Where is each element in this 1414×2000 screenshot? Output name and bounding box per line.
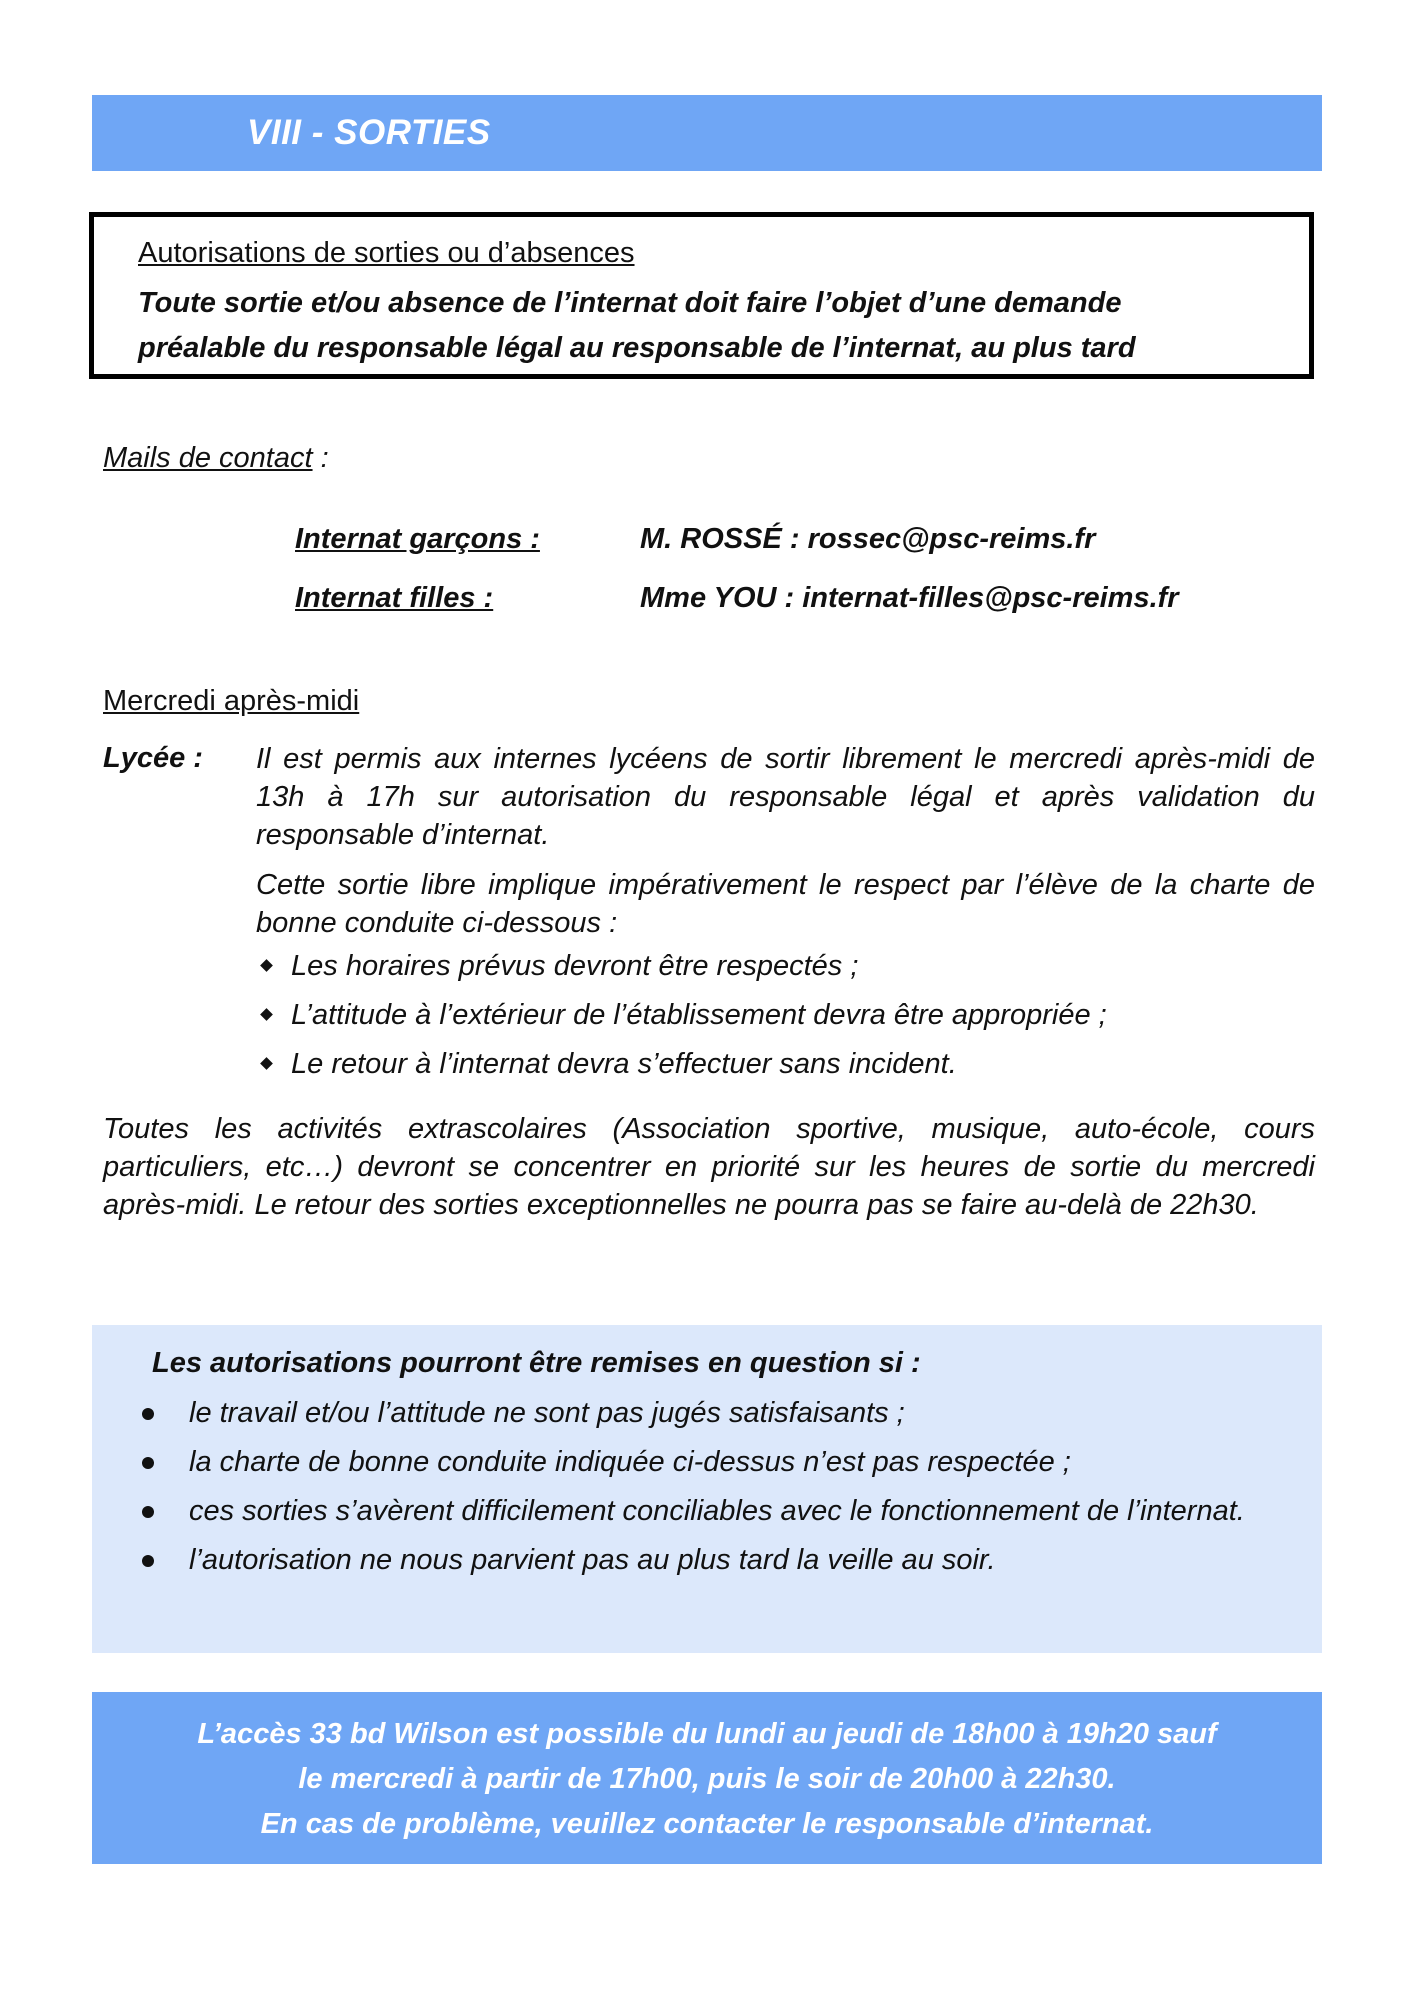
authorization-notice-box xyxy=(89,212,1314,379)
diamond-bullet-icon xyxy=(260,1008,273,1021)
diamond-bullet-icon xyxy=(260,959,273,972)
activities-paragraph: Toutes les activités extrascolaires (Association sportive, musique, auto-école, cours particuliers, etc…) devront se concentrer en priorité sur les heures de sortie du mercredi après-midi. Le retour des sorties exceptionnelles ne pourra pas se faire au-delà de 22h30. xyxy=(103,1113,1315,1221)
conduct-rule-item xyxy=(262,1048,1107,1097)
contact-label-boys: Internat garçons : xyxy=(295,523,540,555)
condition-text: la charte de bonne conduite indiquée ci-dessus n’est pas respectée ; xyxy=(189,1446,1071,1478)
conduct-rule-item xyxy=(262,950,1107,999)
notice-body-line-1: Toute sortie et/ou absence de l’internat doit faire l’objet d’une demande xyxy=(138,287,1122,319)
conduct-rule-item xyxy=(262,999,1107,1048)
access-info-box xyxy=(92,1692,1322,1864)
access-info-text xyxy=(92,1712,1322,1847)
contacts-heading-colon: : xyxy=(312,442,329,474)
condition-item xyxy=(142,1542,1262,1578)
condition-item xyxy=(142,1395,1262,1431)
contact-row-boys xyxy=(295,523,540,556)
contact-row-girls xyxy=(295,582,493,615)
bullet-dot-icon xyxy=(142,1457,154,1469)
access-line-3: En cas de problème, veuillez contacter le responsable d’internat. xyxy=(260,1808,1154,1840)
condition-text: ces sorties s’avèrent difficilement conciliables avec le fonctionnement de l’internat. xyxy=(189,1495,1245,1527)
conduct-rule-text: Les horaires prévus devront être respectés ; xyxy=(291,950,859,982)
contact-value-boys[interactable] xyxy=(640,523,1095,556)
section-header-bar xyxy=(92,95,1322,171)
contact-value-girls[interactable] xyxy=(640,582,1179,615)
contact-email-girls[interactable]: Mme YOU : internat-filles@psc-reims.fr xyxy=(640,582,1179,614)
access-line-1: L’accès 33 bd Wilson est possible du lundi au jeudi de 18h00 à 19h20 sauf xyxy=(197,1718,1217,1750)
contacts-heading xyxy=(103,442,329,475)
condition-text: le travail et/ou l’attitude ne sont pas jugés satisfaisants ; xyxy=(189,1397,905,1429)
wednesday-heading: Mercredi après-midi xyxy=(103,685,360,717)
bullet-dot-icon xyxy=(142,1408,154,1420)
condition-item xyxy=(142,1444,1262,1480)
contact-label-girls: Internat filles : xyxy=(295,582,494,614)
contact-email-boys[interactable]: M. ROSSÉ : rossec@psc-reims.fr xyxy=(640,523,1096,555)
lycee-paragraph-1: Il est permis aux internes lycéens de sortir librement le mercredi après-midi de 13h à 17h sur autorisation du responsable légal et après validation du responsable d’internat. xyxy=(256,743,1315,851)
bullet-dot-icon xyxy=(142,1555,154,1567)
access-line-2: le mercredi à partir de 17h00, puis le soir de 20h00 à 22h30. xyxy=(298,1763,1116,1795)
section-title: VIII - SORTIES xyxy=(247,113,491,152)
diamond-bullet-icon xyxy=(260,1057,273,1070)
condition-item xyxy=(142,1493,1262,1529)
notice-body xyxy=(138,281,1278,371)
conditions-title: Les autorisations pourront être remises en question si : xyxy=(152,1347,921,1379)
conditions-list xyxy=(142,1395,1262,1591)
lycee-label: Lycée : xyxy=(103,742,203,774)
contacts-heading-text: Mails de contact xyxy=(103,442,313,474)
conduct-rule-text: L’attitude à l’extérieur de l’établissement devra être appropriée ; xyxy=(291,999,1107,1031)
conduct-rule-text: Le retour à l’internat devra s’effectuer sans incident. xyxy=(291,1048,957,1080)
notice-title: Autorisations de sorties ou d’absences xyxy=(138,237,635,269)
conditions-box xyxy=(92,1325,1322,1653)
condition-text: l’autorisation ne nous parvient pas au plus tard la veille au soir. xyxy=(189,1544,996,1576)
notice-body-line-2: préalable du responsable légal au responsable de l’internat, au plus tard xyxy=(138,332,1136,364)
bullet-dot-icon xyxy=(142,1506,154,1518)
lycee-paragraph-2: Cette sortie libre implique impérativement le respect par l’élève de la charte de bonne conduite ci-dessous : xyxy=(256,869,1315,939)
conduct-rules-list xyxy=(262,950,1107,1097)
